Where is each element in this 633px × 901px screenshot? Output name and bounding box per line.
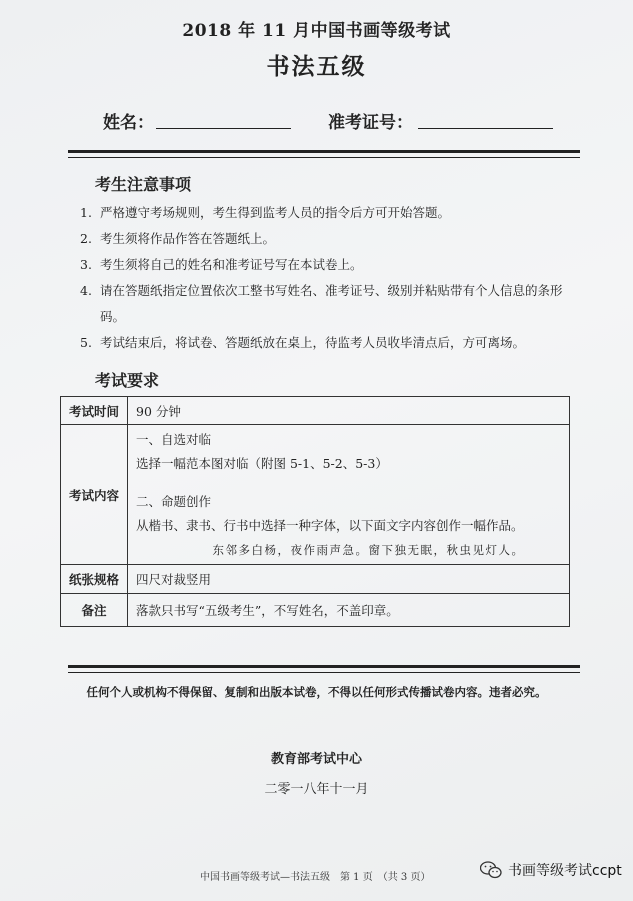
note-item: 3. 考生须将自己的姓名和准考证号写在本试卷上。 — [80, 257, 363, 272]
exam-id-label: 准考证号： — [328, 113, 413, 133]
remark-label: 备注 — [61, 594, 128, 627]
notes-list — [80, 200, 570, 356]
paper-value: 四尺对裁竖用 — [128, 565, 570, 594]
watermark-text: 书画等级考试ccpt — [508, 863, 622, 879]
paper-label: 纸张规格 — [61, 565, 128, 594]
issuing-organization: 教育部考试中心 — [270, 752, 362, 767]
watermark — [480, 860, 622, 880]
requirements-heading: 考试要求 — [95, 371, 160, 390]
content-label: 考试内容 — [61, 425, 128, 565]
table-row — [61, 594, 570, 627]
name-label: 姓名： — [103, 113, 154, 133]
header-rule-thin — [68, 157, 580, 158]
remark-value: 落款只书写“五级考生”，不写姓名，不盖印章。 — [128, 594, 570, 627]
name-blank[interactable] — [156, 110, 291, 129]
footer-rule — [68, 665, 580, 668]
note-item: 5. 考试结束后，将试卷、答题纸放在桌上，待监考人员收毕清点后，方可离场。 — [80, 335, 526, 350]
note-item: 1. 严格遵守考场规则，考生得到监考人员的指令后方可开始答题。 — [80, 205, 451, 220]
exam-level-title: 书法五级 — [266, 53, 367, 80]
page-footer: 中国书画等级考试—书法五级 第 1 页 （共 3 页） — [200, 872, 431, 883]
issue-date: 二零一八年十一月 — [264, 782, 369, 797]
part2-title: 二、命题创作 — [136, 493, 212, 509]
table-row — [61, 565, 570, 594]
time-value: 90 分钟 — [128, 397, 570, 425]
part2-poem: 东邻多白杨，夜作雨声急。窗下独无眠，秋虫见灯人。 — [212, 542, 525, 557]
wechat-icon — [480, 861, 502, 879]
note-item: 4. 请在答题纸指定位置依次工整书写姓名、准考证号、级别并粘贴带有个人信息的条形码。 — [80, 283, 563, 324]
notes-heading: 考生注意事项 — [95, 175, 192, 194]
time-label: 考试时间 — [61, 397, 128, 425]
requirements-table — [60, 396, 570, 627]
exam-title: 2018 年 11 月中国书画等级考试 — [182, 21, 451, 41]
table-row — [61, 397, 570, 425]
exam-id-blank[interactable] — [418, 110, 553, 129]
copyright-warning: 任何个人或机构不得保留、复制和出版本试卷，不得以任何形式传播试卷内容。违者必究。 — [86, 685, 547, 699]
part2-desc: 从楷书、隶书、行书中选择一种字体，以下面文字内容创作一幅作品。 — [136, 517, 524, 533]
footer-rule-thin — [68, 672, 580, 673]
header-rule — [68, 150, 580, 153]
note-item: 2. 考生须将作品作答在答题纸上。 — [80, 231, 276, 246]
part1-title: 一、自选对临 — [136, 431, 212, 447]
content-cell — [128, 425, 570, 565]
table-row — [61, 425, 570, 565]
part1-desc: 选择一幅范本图对临（附图 5-1、5-2、5-3） — [136, 455, 388, 471]
